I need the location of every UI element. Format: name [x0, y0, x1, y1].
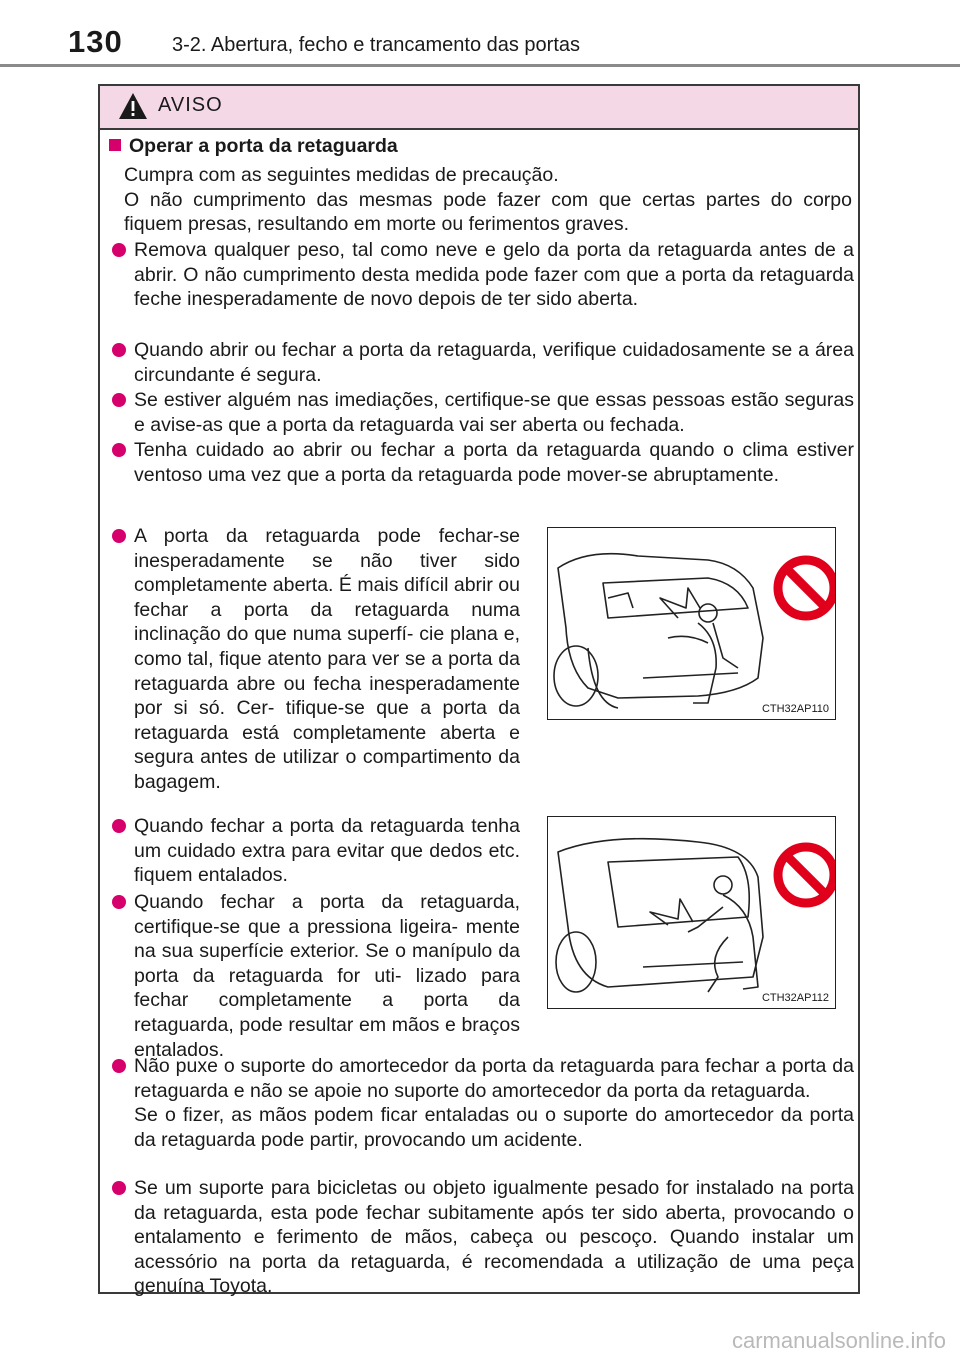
bullet-dot-icon — [112, 343, 126, 357]
bullet-text: A porta da retaguarda pode fechar-se inesperadamente se não tiver sido completamente aberta. É mais difícil abrir ou fechar a porta da retaguarda numa inclinação do que numa superfí- cie plana e, como tal, fique atento para ver se a porta da retaguarda abre ou fecha inesperadamente por si só. Cer- tifique-se que a porta da retaguarda está completamente aberta e segura antes de utilizar o compartimento da bagagem. — [134, 525, 520, 793]
bullet-dot-icon — [112, 243, 126, 257]
bullet-text: Quando abrir ou fechar a porta da retaguarda, verifique cuidadosamente se a área circundante é segura. — [134, 339, 854, 386]
bullet-text: Quando fechar a porta da retaguarda, certifique-se que a pressiona ligeira- mente na sua superfície exterior. Se o manípulo da porta da retaguarda for uti- lizado para fechar completamente a porta da retaguarda, pode resultar em mãos e braços entalados. — [134, 891, 520, 1061]
figure-code: CTH32AP112 — [761, 992, 829, 1004]
bullet-item — [112, 524, 520, 795]
bullet-dot-icon — [112, 819, 126, 833]
bullet-dot-icon — [112, 895, 126, 909]
bullet-text: Não puxe o suporte do amortecedor da porta da retaguarda para fechar a porta da retaguarda e não se apoie no suporte do amortecedor da porta da retaguarda. — [134, 1055, 854, 1102]
header-divider — [0, 64, 960, 67]
intro-line-1: Cumpra com as seguintes medidas de precaução. — [124, 164, 559, 186]
bullet-text: Quando fechar a porta da retaguarda tenha um cuidado extra para evitar que dedos etc. fiquem entalados. — [134, 815, 520, 887]
car-tailgate-closing-illustration — [548, 817, 836, 1009]
bullet-text: Remova qualquer peso, tal como neve e gelo da porta da retaguarda antes de a abrir. O não cumprimento desta medida pode fazer com que a porta da retaguarda feche inesperadamente de novo depois de ter sido aberta. — [134, 239, 854, 311]
bullet-item — [112, 890, 520, 1062]
bullet-dot-icon — [112, 443, 126, 457]
warning-label: AVISO — [158, 94, 223, 116]
page-number: 130 — [68, 24, 123, 59]
square-bullet-icon — [109, 139, 121, 151]
intro-paragraph — [124, 163, 852, 237]
bullet-dot-icon — [112, 1059, 126, 1073]
intro-line-2: O não cumprimento das mesmas pode fazer com que certas partes do corpo fiquem presas, resultando em morte ou ferimentos graves. — [124, 188, 852, 236]
figure-tailgate-opening — [547, 527, 836, 720]
bullet-item — [112, 814, 520, 888]
warning-triangle-icon — [118, 92, 148, 120]
bullet-text: Se um suporte para bicicletas ou objeto igualmente pesado for instalado na porta da retaguarda, esta pode fechar subitamente após ter sido aberta, provocando o entalamento e ferimento de mãos, cabeça ou pescoço. Quando instalar um acessório na porta da retaguarda, é recomendada a utilização de uma peça genuína Toyota. — [134, 1177, 854, 1298]
section-title: 3-2. Abertura, fecho e trancamento das portas — [172, 34, 581, 56]
car-tailgate-illustration — [548, 528, 836, 720]
bullet-extra-text: Se o fizer, as mãos podem ficar entaladas ou o suporte do amortecedor da porta da retaguarda pode partir, provocando um acidente. — [134, 1104, 854, 1151]
bullet-dot-icon — [112, 393, 126, 407]
warning-box — [98, 84, 860, 1298]
bullet-item — [112, 338, 854, 387]
bullet-dot-icon — [112, 529, 126, 543]
page-header — [0, 0, 960, 66]
figure-code: CTH32AP110 — [761, 703, 829, 715]
bullet-item — [112, 1176, 854, 1299]
bullet-item — [112, 388, 854, 437]
bullet-item — [112, 1054, 854, 1152]
warning-header — [100, 86, 858, 130]
bullet-text: Tenha cuidado ao abrir ou fechar a porta da retaguarda quando o clima estiver ventoso uma vez que a porta da retaguarda pode mover-se abruptamente. — [134, 439, 854, 486]
watermark-text: carmanualsonline.info — [731, 1328, 946, 1353]
bullet-text: Se estiver alguém nas imediações, certifique-se que essas pessoas estão seguras e avise-as que a porta da retaguarda vai ser aberta ou fechada. — [134, 389, 854, 436]
subsection-title — [109, 134, 398, 159]
bullet-item — [112, 438, 854, 487]
bullet-item — [112, 238, 854, 312]
subsection-title-text: Operar a porta da retaguarda — [129, 135, 398, 157]
bullet-dot-icon — [112, 1181, 126, 1195]
figure-tailgate-closing — [547, 816, 836, 1009]
